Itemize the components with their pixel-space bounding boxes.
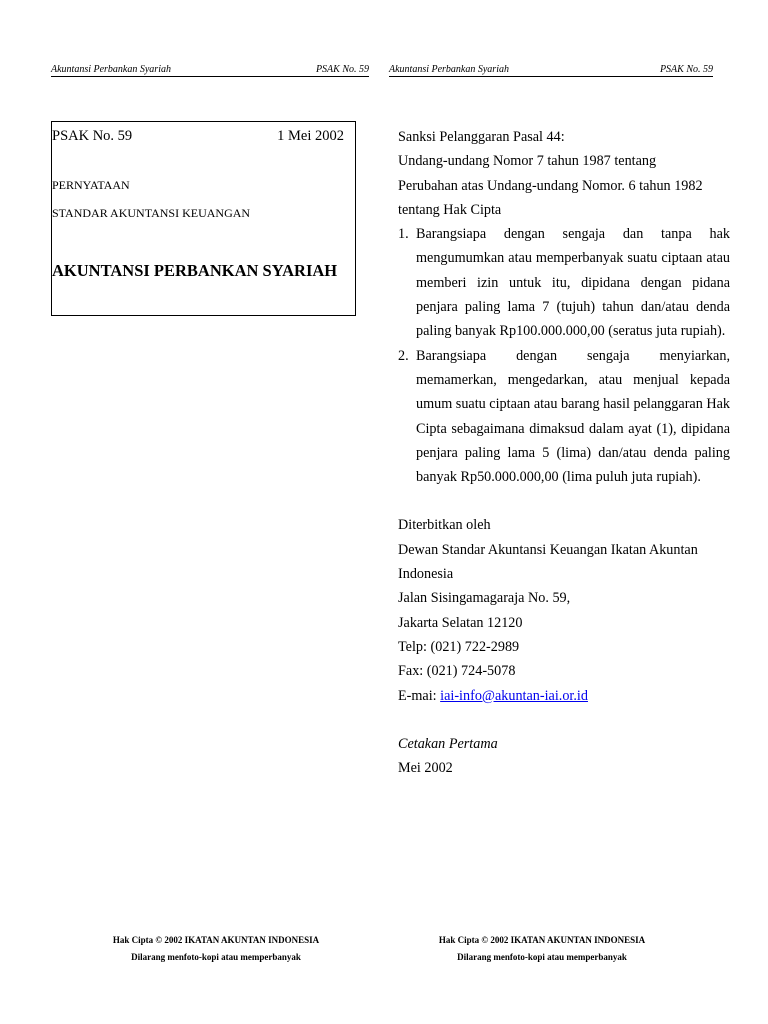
cover-standard: STANDAR AKUNTANSI KEUANGAN [52, 206, 251, 220]
footer-notice: Dilarang menfoto-kopi atau memperbanyak [131, 952, 301, 962]
list-item [398, 344, 730, 490]
cover-date: 1 Mei 2002 [277, 128, 344, 144]
footer-copyright: Hak Cipta © 2002 IKATAN AKUNTAN INDONESIA [438, 935, 646, 945]
running-header [389, 64, 713, 77]
right-footer [350, 932, 734, 966]
print-label: Cetakan Pertama [398, 735, 498, 752]
publisher-fax: Fax: (021) 724-5078 [398, 663, 516, 680]
publisher-city: Jakarta Selatan 12120 [398, 614, 523, 631]
running-header [51, 64, 369, 77]
publisher-phone: Telp: (021) 722-2989 [398, 638, 520, 655]
header-title: Akuntansi Perbankan Syariah [389, 64, 509, 75]
header-psak: PSAK No. 59 [315, 64, 369, 75]
cover-title: AKUNTANSI PERBANKAN SYARIAH [52, 261, 338, 280]
publisher-label: Diterbitkan oleh [398, 517, 491, 534]
right-page [384, 0, 768, 1024]
sanksi-line: Perubahan atas Undang-undang Nomor. 6 tahun 1982 [398, 177, 703, 194]
list-text: Barangsiapa dengan sengaja dan tanpa hak mengumumkan atau memperbanyak suatu ciptaan atau memberi izin untuk itu, dipidana dengan pidana penjara paling lama 7 (tujuh) tahun dan/atau denda paling banyak Rp100.000.000,00 (seratus juta rupiah). [416, 226, 730, 340]
footer-copyright: Hak Cipta © 2002 IKATAN AKUNTAN INDONESIA [112, 935, 320, 945]
sanksi-line: tentang Hak Cipta [398, 201, 502, 218]
cover-statement: PERNYATAAN [52, 178, 130, 192]
publisher-email-row [398, 684, 730, 708]
list-item [398, 222, 730, 343]
sanksi-line: Sanksi Pelanggaran Pasal 44: [398, 129, 565, 145]
email-link[interactable]: iai-info@akuntan-iai.or.id [440, 687, 588, 704]
print-date: Mei 2002 [398, 760, 453, 777]
sanksi-line: Undang-undang Nomor 7 tahun 1987 tentang [398, 153, 657, 170]
email-label: E-mai: [398, 687, 441, 704]
sanksi-list [398, 222, 730, 489]
publisher-name: Dewan Standar Akuntansi Keuangan Ikatan Akuntan Indonesia [398, 541, 698, 583]
copyright-content [398, 125, 730, 780]
list-number: 1. [398, 226, 409, 243]
publisher-address: Jalan Sisingamagaraja No. 59, [398, 590, 571, 607]
footer-notice: Dilarang menfoto-kopi atau memperbanyak [457, 952, 627, 962]
list-number: 2. [398, 347, 409, 364]
header-title: Akuntansi Perbankan Syariah [51, 64, 171, 75]
cover-psak: PSAK No. 59 [52, 128, 133, 144]
header-psak: PSAK No. 59 [659, 64, 713, 75]
cover-box [51, 121, 356, 316]
list-text: Barangsiapa dengan sengaja menyiarkan, memamerkan, mengedarkan, atau menjual kepada umum suatu ciptaan atau barang hasil pelanggaran Hak Cipta sebagaimana dimaksud dalam ayat (1), dipidana penjara paling lama 5 (lima) dan/atau denda paling banyak Rp50.000.000,00 (lima puluh juta rupiah). [416, 347, 730, 486]
